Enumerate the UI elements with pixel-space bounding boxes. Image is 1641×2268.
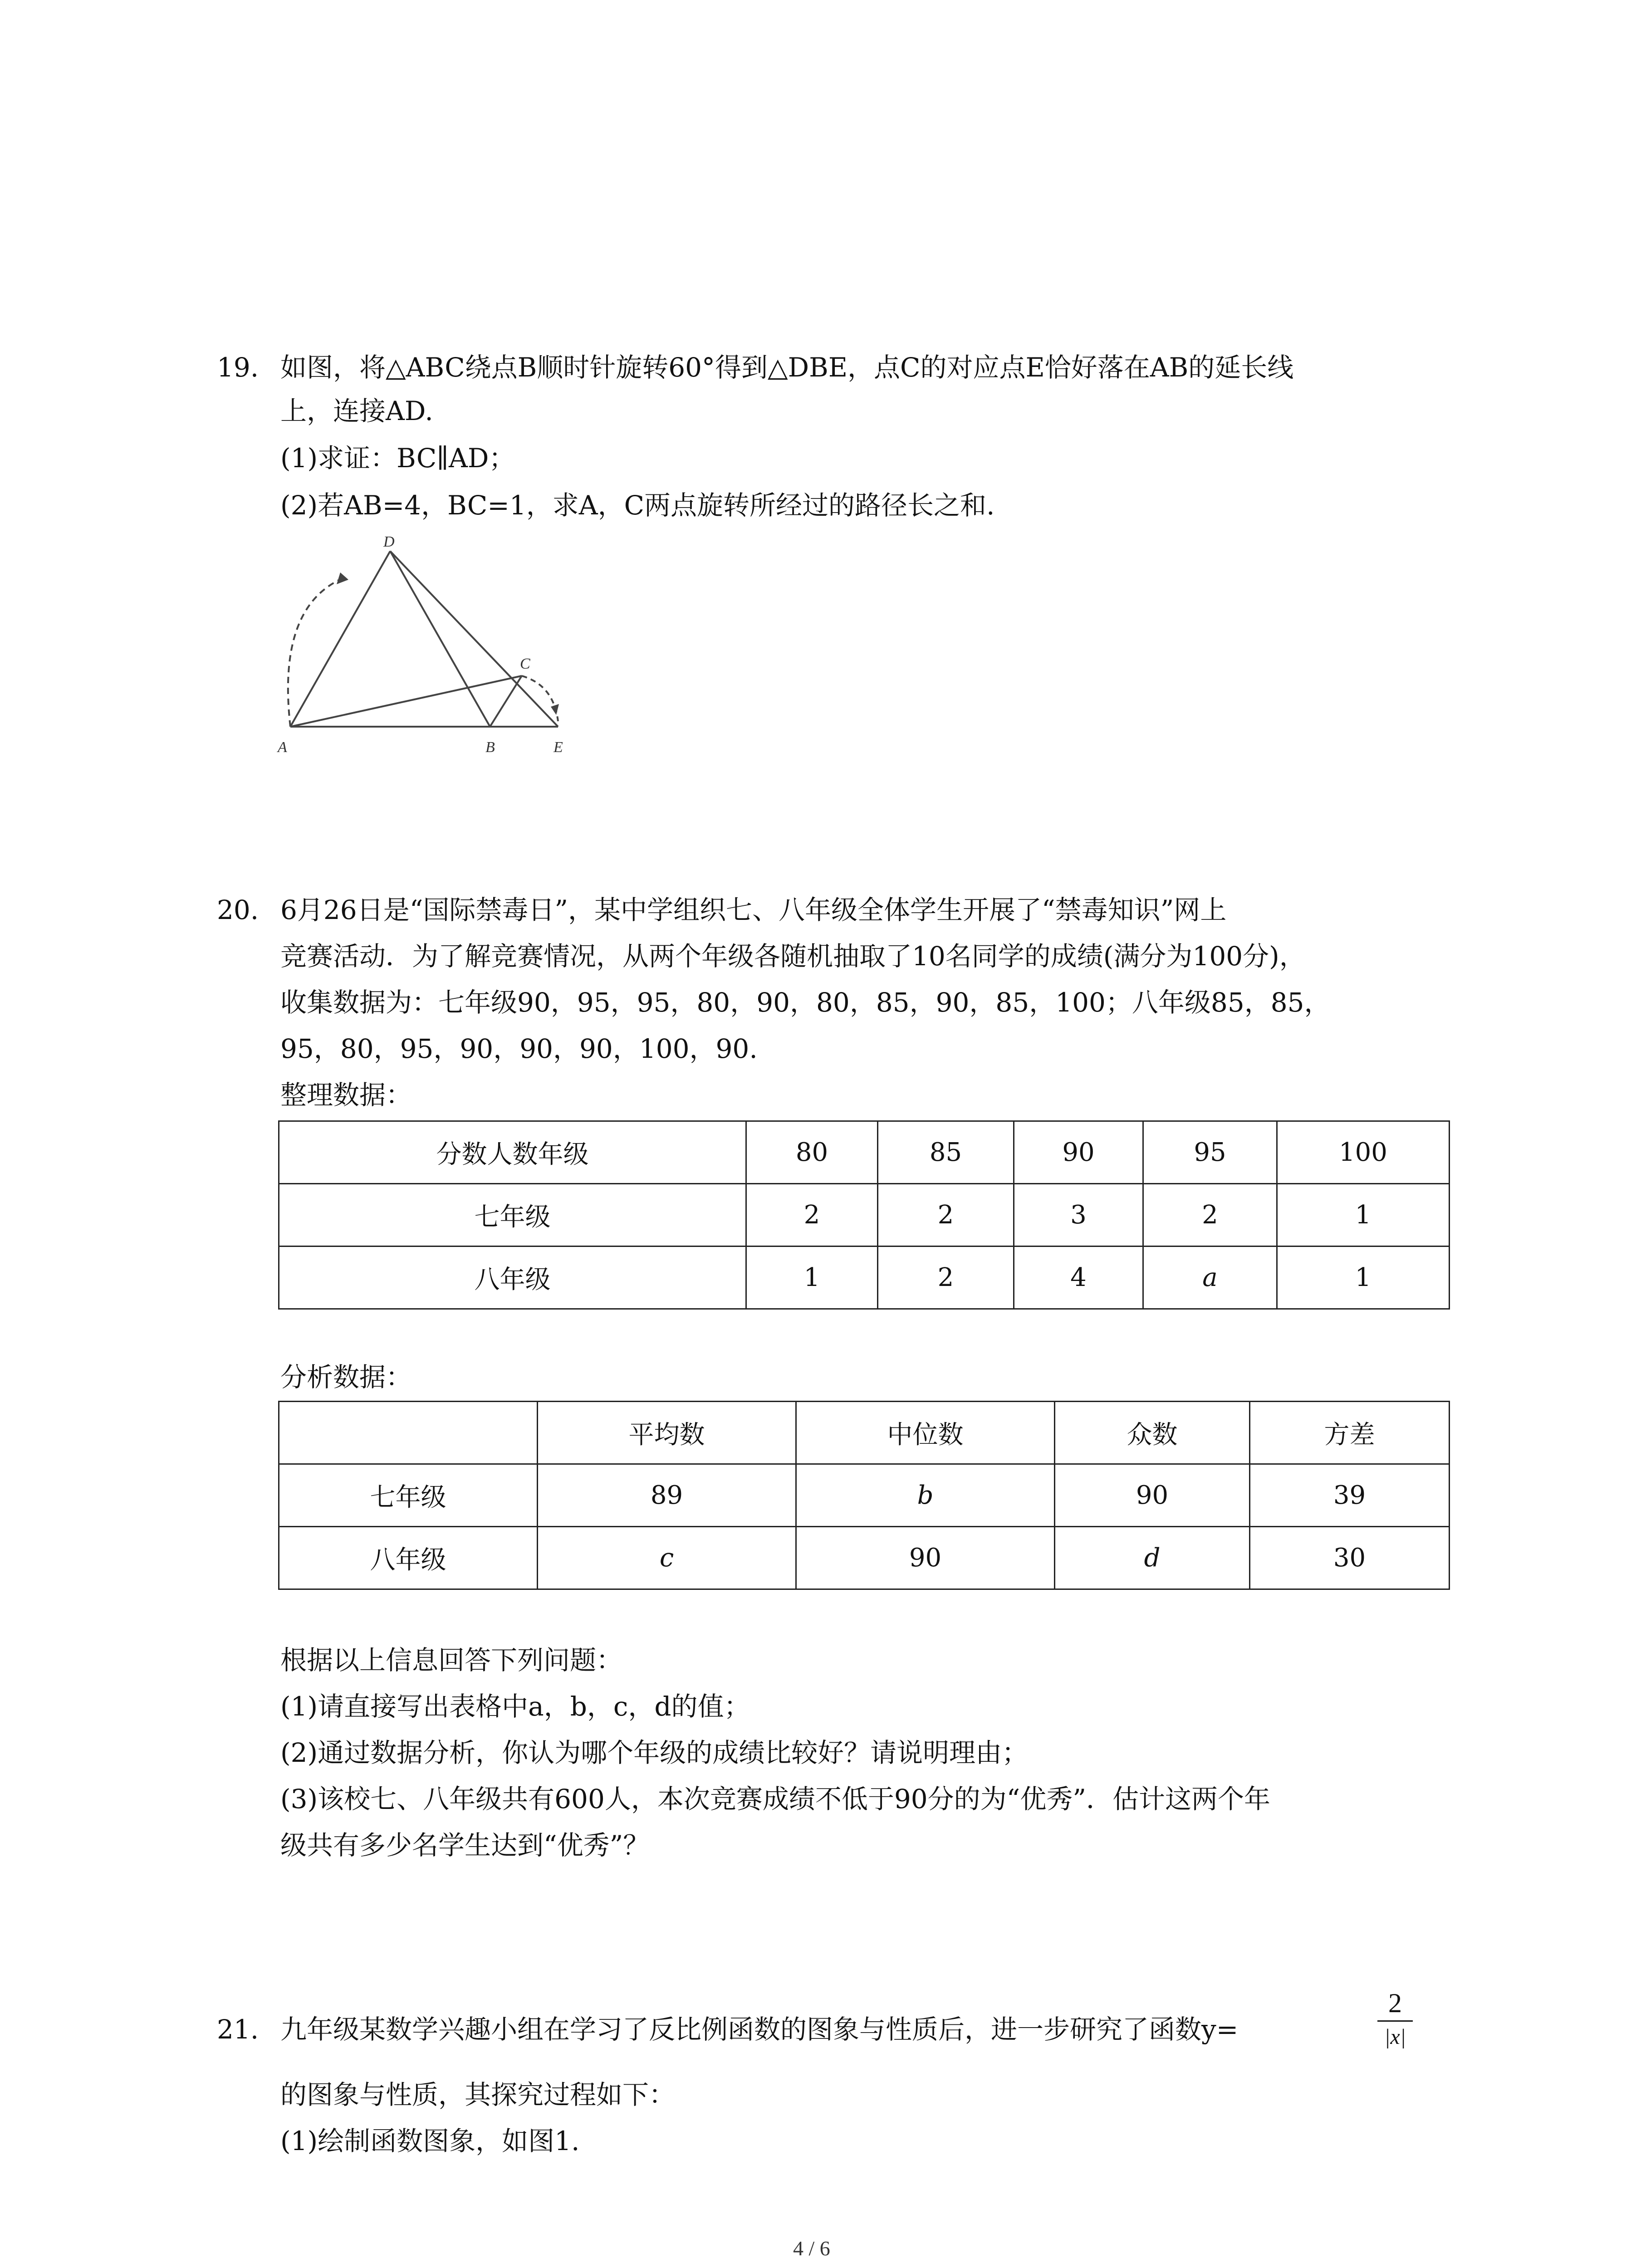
q20-part1: (1)请直接写出表格中a，b，c，d的值； [280, 1691, 750, 1722]
q20-part3-line2: 级共有多少名学生达到“优秀”？ [280, 1830, 650, 1861]
page-number: 4 / 6 [793, 2237, 830, 2260]
label-E: E [554, 739, 563, 756]
q21-number: 21. [217, 2014, 259, 2045]
table-cell: 1 [1277, 1246, 1450, 1309]
segment-BC [490, 676, 522, 727]
q19-figure [268, 531, 585, 767]
q20-text-line2: 竞赛活动．为了解竞赛情况，从两个年级各随机抽取了10名同学的成绩(满分为100分)， [280, 941, 1306, 972]
table-cell: 1 [1277, 1184, 1450, 1246]
arrow-arc-AD [337, 572, 348, 584]
q21-part1: (1)绘制函数图象，如图1. [280, 2126, 580, 2156]
table-cell: 30 [1250, 1527, 1450, 1589]
table-cell: d [1055, 1527, 1250, 1589]
q21-text-line1: 九年级某数学兴趣小组在学习了反比例函数的图象与性质后，进一步研究了函数y= [280, 2014, 1239, 2045]
header-cell [279, 1402, 538, 1464]
header-cell: 85 [878, 1121, 1014, 1184]
row-label: 七年级 [279, 1464, 538, 1527]
q19-number: 19. [217, 352, 259, 383]
q20-prompt: 根据以上信息回答下列问题： [280, 1645, 623, 1676]
q20-part3-line1: (3)该校七、八年级共有600人，本次竞赛成绩不低于90分的为“优秀”．估计这两个年 [280, 1784, 1270, 1814]
table-row [279, 1527, 1450, 1589]
header-cell: 方差 [1250, 1402, 1450, 1464]
header-cell: 80 [746, 1121, 878, 1184]
table-cell: 4 [1014, 1246, 1143, 1309]
row-label: 七年级 [279, 1184, 746, 1246]
q20-text-line4: 95，80，95，90，90，90，100，90. [280, 1033, 758, 1064]
header-cell: 95 [1143, 1121, 1277, 1184]
header-cell: 90 [1014, 1121, 1143, 1184]
statistics-table [278, 1401, 1450, 1590]
q19-part1: (1)求证：BC∥AD； [280, 443, 515, 474]
table-row [279, 1246, 1450, 1309]
arc-A-to-D [288, 578, 343, 727]
row-label: 八年级 [279, 1246, 746, 1309]
table-row [279, 1464, 1450, 1527]
q21-text-line2: 的图象与性质，其探究过程如下： [280, 2079, 676, 2110]
table-cell: 39 [1250, 1464, 1450, 1527]
header-cell: 众数 [1055, 1402, 1250, 1464]
header-cell: 平均数 [538, 1402, 796, 1464]
q20-analyze-label: 分析数据： [280, 1362, 412, 1393]
header-cell: 100 [1277, 1121, 1450, 1184]
header-cell: 中位数 [796, 1402, 1055, 1464]
fraction-bar [1377, 2020, 1413, 2022]
q19-text-line2: 上，连接AD. [280, 396, 433, 426]
arrow-arc-CE [551, 704, 559, 715]
label-C: C [520, 655, 530, 672]
label-D: D [383, 533, 395, 550]
table-cell: 2 [1143, 1184, 1277, 1246]
fraction-denominator: |x| [1384, 2025, 1406, 2049]
table-cell: 90 [796, 1527, 1055, 1589]
table-cell: b [796, 1464, 1055, 1527]
table-header-row [279, 1402, 1450, 1464]
table-cell: 3 [1014, 1184, 1143, 1246]
q20-organize-label: 整理数据： [280, 1080, 412, 1110]
segment-AC [290, 676, 522, 727]
table-cell: 2 [878, 1184, 1014, 1246]
q19-part2: (2)若AB=4，BC=1，求A，C两点旋转所经过的路径长之和. [280, 490, 995, 521]
q20-text-line1: 6月26日是“国际禁毒日”，某中学组织七、八年级全体学生开展了“禁毒知识”网上 [280, 894, 1227, 925]
label-A: A [278, 739, 287, 756]
table-cell: 2 [878, 1246, 1014, 1309]
q20-text-line3: 收集数据为：七年级90，95，95，80，90，80，85，90，85，100；八年级85，85， [280, 987, 1331, 1018]
table-cell: a [1143, 1246, 1277, 1309]
header-cell: 分数人数年级 [279, 1121, 746, 1184]
table-cell: 90 [1055, 1464, 1250, 1527]
table-row [279, 1184, 1450, 1246]
row-label: 八年级 [279, 1527, 538, 1589]
arc-C-to-E [522, 676, 558, 721]
q20-part2: (2)通过数据分析，你认为哪个年级的成绩比较好？请说明理由； [280, 1737, 1029, 1768]
q19-text-line1: 如图，将△ABC绕点B顺时针旋转60°得到△DBE，点C的对应点E恰好落在AB的延长线 [280, 352, 1294, 383]
table-header-row [279, 1121, 1450, 1184]
table-cell: c [538, 1527, 796, 1589]
table-cell: 2 [746, 1184, 878, 1246]
table-cell: 89 [538, 1464, 796, 1527]
q21-fraction [1375, 1987, 1416, 2052]
frequency-table [278, 1120, 1450, 1310]
fraction-numerator: 2 [1388, 1988, 1402, 2018]
q20-number: 20. [217, 894, 259, 925]
table-cell: 1 [746, 1246, 878, 1309]
label-B: B [485, 739, 495, 756]
